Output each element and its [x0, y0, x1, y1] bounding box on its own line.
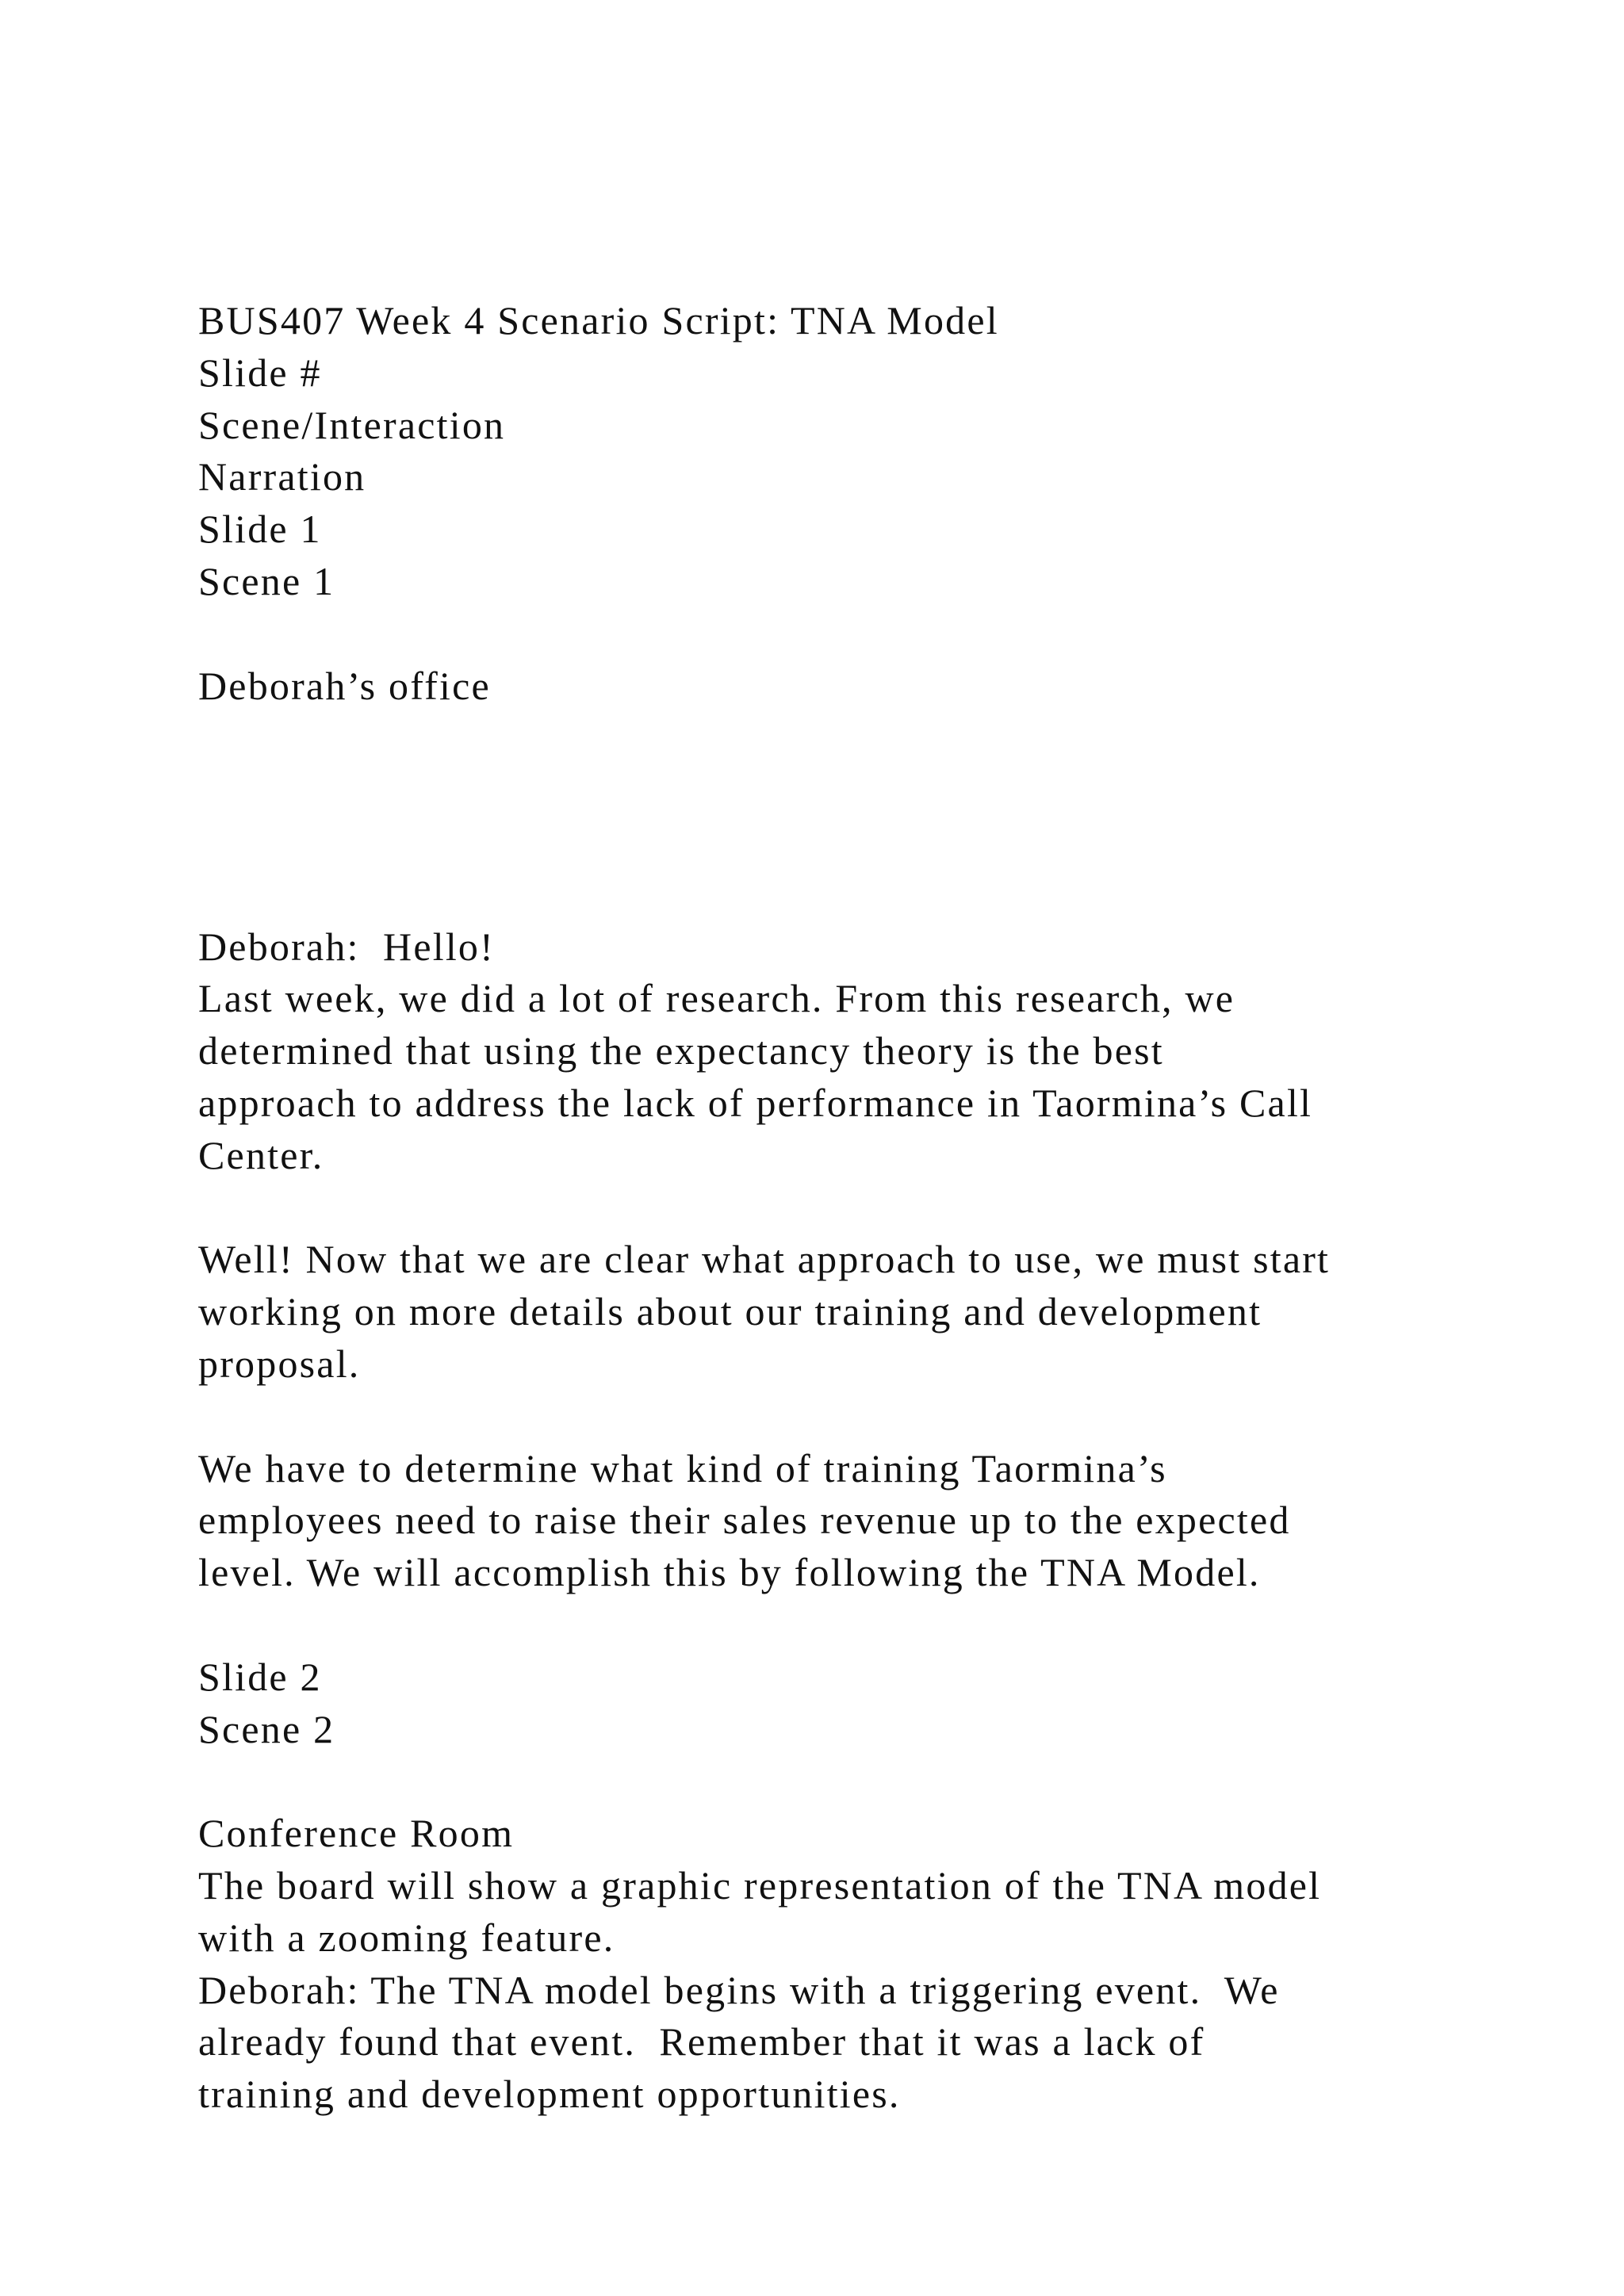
- text-line: training and development opportunities.: [198, 2072, 901, 2117]
- text-line: level. We will accomplish this by following the TNA Model.: [198, 1550, 1261, 1595]
- blank-line: [198, 1599, 1467, 1651]
- document-body: [198, 295, 1467, 2121]
- text-line: The board will show a graphic representation of the TNA model: [198, 1862, 1322, 1908]
- text-line: Deborah: The TNA model begins with a triggering event. We: [198, 1967, 1280, 2012]
- text-line: determined that using the expectancy theory is the best: [198, 1028, 1164, 1073]
- text-line: already found that event. Remember that it was a lack of: [198, 2019, 1205, 2064]
- text-line: Scene 2: [198, 1706, 335, 1751]
- text-line: Well! Now that we are clear what approach to use, we must start: [198, 1237, 1331, 1282]
- text-line: Last week, we did a lot of research. From this research, we: [198, 976, 1235, 1021]
- text-line: proposal.: [198, 1341, 361, 1386]
- blank-line: [198, 608, 1467, 660]
- text-line: Narration: [198, 454, 366, 499]
- text-line: working on more details about our training and development: [198, 1289, 1262, 1334]
- text-line: employees need to raise their sales revenue up to the expected: [198, 1498, 1291, 1543]
- text-line: Scene/Interaction: [198, 402, 506, 447]
- blank-line: [198, 869, 1467, 921]
- text-line: Scene 1: [198, 558, 335, 603]
- text-line: Slide 1: [198, 507, 322, 552]
- blank-line: [198, 1755, 1467, 1808]
- text-line: Slide #: [198, 350, 322, 395]
- blank-line: [198, 712, 1467, 764]
- blank-line: [198, 1182, 1467, 1234]
- text-line: We have to determine what kind of training Taormina’s: [198, 1445, 1167, 1490]
- text-line: Slide 2: [198, 1654, 322, 1699]
- text-line: Center.: [198, 1132, 324, 1177]
- blank-line: [198, 817, 1467, 869]
- document-title: BUS407 Week 4 Scenario Script: TNA Model: [198, 298, 999, 342]
- blank-line: [198, 1391, 1467, 1443]
- text-line: approach to address the lack of performance in Taormina’s Call: [198, 1080, 1313, 1125]
- text-line: Deborah: Hello!: [198, 924, 495, 969]
- text-line: with a zooming feature.: [198, 1915, 615, 1960]
- text-line: Conference Room: [198, 1811, 515, 1856]
- text-line: Deborah’s office: [198, 663, 491, 708]
- blank-line: [198, 764, 1467, 817]
